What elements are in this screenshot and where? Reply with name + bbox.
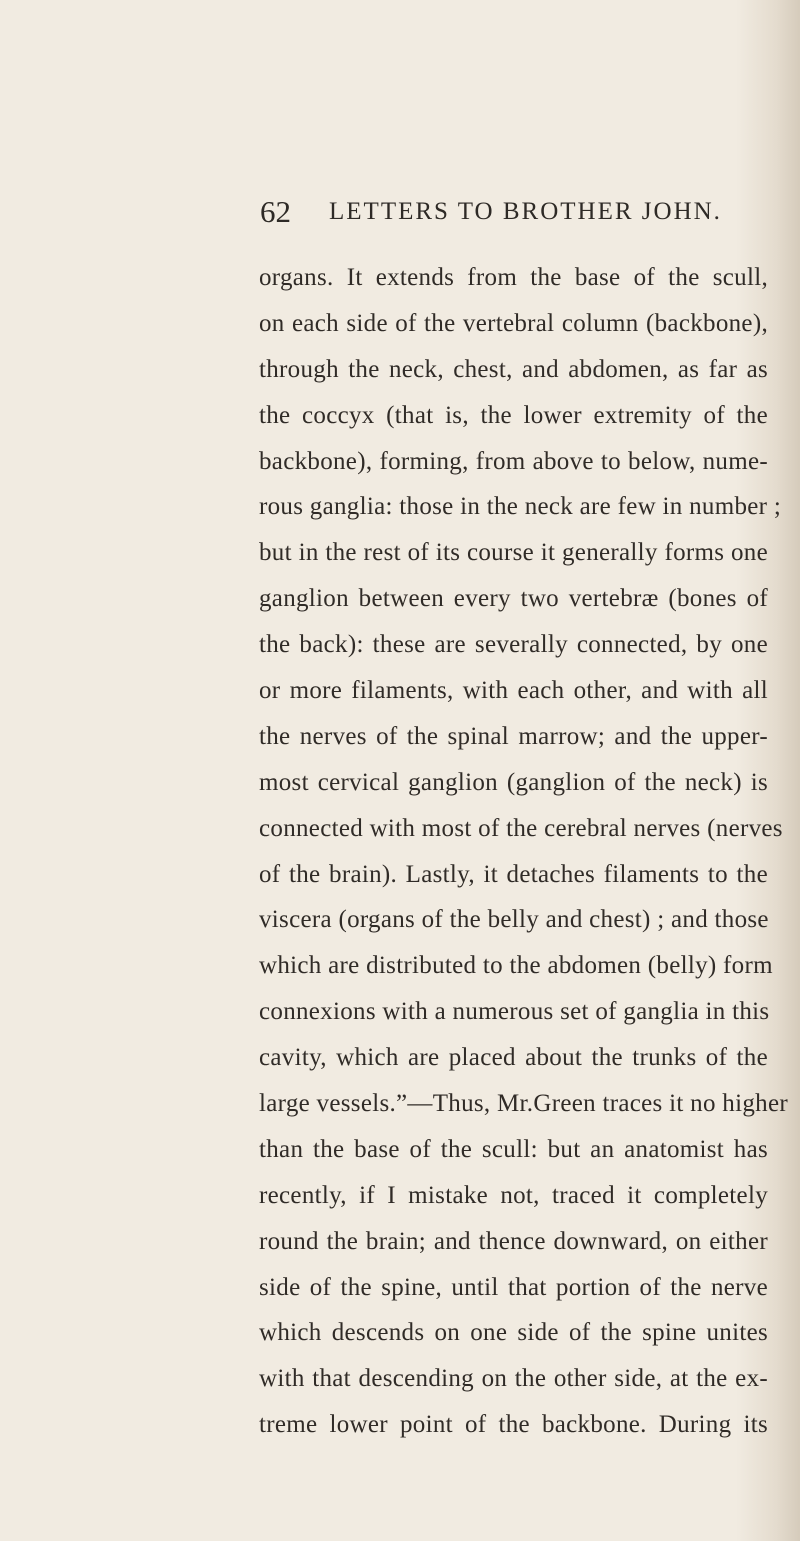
page-header <box>0 192 800 232</box>
text-line: cavity, which are placed about the trunks of the <box>259 1044 768 1072</box>
text-line: backbone), forming, from above to below, nume- <box>259 447 768 475</box>
text-line: than the base of the scull: but an anatomist has <box>259 1135 768 1163</box>
text-line: connexions with a numerous set of ganglia in this <box>259 998 770 1026</box>
text-line: of the brain). Lastly, it detaches filaments to the <box>259 860 768 888</box>
running-title: LETTERS TO BROTHER JOHN. <box>329 198 722 225</box>
text-line: which are distributed to the abdomen (belly) form <box>259 952 773 980</box>
body-text <box>259 255 788 1448</box>
text-line: ganglion between every two vertebræ (bones of <box>259 585 768 613</box>
text-line: or more filaments, with each other, and with all <box>259 677 768 705</box>
text-line: large vessels.”—Thus, Mr.Green traces it no higher <box>259 1090 788 1118</box>
page-number: 62 <box>260 194 291 229</box>
text-line: recently, if I mistake not, traced it completely <box>259 1181 768 1209</box>
text-line: treme lower point of the backbone. During its <box>259 1411 768 1439</box>
text-line: round the brain; and thence downward, on either <box>259 1227 768 1255</box>
text-line: but in the rest of its course it generally forms one <box>259 539 768 567</box>
text-line: most cervical ganglion (ganglion of the neck) is <box>259 768 768 796</box>
text-line: which descends on one side of the spine unites <box>259 1319 768 1347</box>
text-line: the back): these are severally connected, by one <box>259 631 768 659</box>
text-line: through the neck, chest, and abdomen, as far as <box>259 355 768 383</box>
text-line: the nerves of the spinal marrow; and the upper- <box>259 722 768 750</box>
text-line: on each side of the vertebral column (backbone), <box>259 309 768 337</box>
text-line: rous ganglia: those in the neck are few in number ; <box>259 493 782 521</box>
text-line: with that descending on the other side, at the ex- <box>259 1365 768 1393</box>
text-line: side of the spine, until that portion of the nerve <box>259 1273 768 1301</box>
text-line: organs. It extends from the base of the scull, <box>259 264 768 291</box>
text-line: the coccyx (that is, the lower extremity of the <box>259 401 768 429</box>
text-line: connected with most of the cerebral nerves (nerves <box>259 814 783 842</box>
text-line: viscera (organs of the belly and chest) ; and those <box>259 906 769 934</box>
